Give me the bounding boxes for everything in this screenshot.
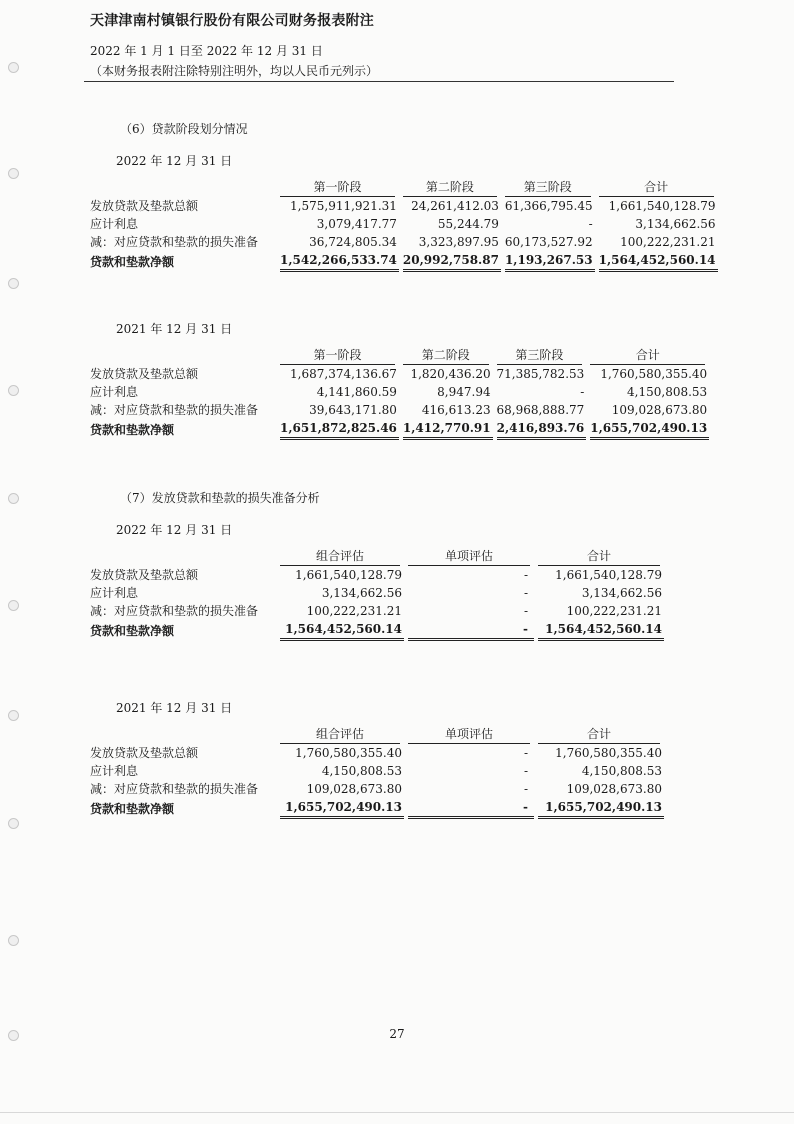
table-row [90, 383, 709, 401]
cell-value: 1,661,540,128.79 [608, 199, 716, 213]
allowance-table-2021 [90, 725, 664, 819]
cell-value: 1,564,452,560.14 [599, 251, 718, 272]
col-total: 合计 [534, 547, 664, 566]
table-row [90, 602, 664, 620]
section-7-title-row [90, 489, 670, 506]
cell-value: 3,079,417.77 [316, 217, 397, 231]
page-number: 27 [389, 1027, 405, 1041]
cell-value: 60,173,527.92 [504, 235, 593, 249]
cell-value: 1,655,702,490.13 [280, 798, 404, 819]
col-stage-2: 第二阶段 [399, 178, 501, 197]
cell-value: 1,542,266,533.74 [280, 251, 399, 272]
table-header-row [90, 725, 664, 744]
row-label: 贷款和垫款净额 [90, 623, 175, 638]
currency-note: （本财务报表附注除特别注明外，均以人民币元列示） [90, 64, 379, 78]
cell-value: 416,613.23 [421, 403, 491, 417]
col-total: 合计 [586, 346, 709, 365]
total-row [90, 798, 664, 819]
row-label: 贷款和垫款净额 [90, 422, 175, 437]
punch-hole [8, 278, 19, 289]
cell-value: 4,150,808.53 [321, 764, 402, 778]
cell-value: 100,222,231.21 [566, 604, 662, 618]
cell-value: 4,150,808.53 [627, 385, 708, 399]
cell-value: 1,687,374,136.67 [290, 367, 397, 381]
company-title: 天津津南村镇银行股份有限公司财务报表附注 [90, 13, 374, 29]
cell-value: 68,968,888.77 [496, 403, 585, 417]
row-label: 减：对应贷款和垫款的损失准备 [90, 235, 259, 249]
row-label: 减：对应贷款和垫款的损失准备 [90, 403, 259, 417]
table-row [90, 584, 664, 602]
loan-stage-table-2021 [90, 346, 709, 440]
cell-value: 55,244.79 [437, 217, 499, 231]
table-header-row [90, 547, 664, 566]
cell-value: - [588, 217, 593, 231]
section-7-date-2021: 2021 年 12 月 31 日 [116, 701, 233, 715]
punch-hole [8, 168, 19, 179]
row-label: 发放贷款及垫款总额 [90, 568, 199, 582]
cell-value: 1,412,770.91 [403, 419, 493, 440]
col-stage-1: 第一阶段 [276, 346, 399, 365]
table-row [90, 233, 718, 251]
cell-value: 1,661,540,128.79 [295, 568, 402, 582]
row-label: 应计利息 [90, 586, 139, 600]
cell-value: 24,261,412.03 [411, 199, 499, 213]
col-total: 合计 [534, 725, 664, 744]
cell-value: 4,150,808.53 [581, 764, 662, 778]
total-row [90, 620, 664, 641]
cell-value: - [523, 764, 528, 778]
cell-value: 3,134,662.56 [321, 586, 402, 600]
cell-value: 1,193,267.53 [505, 251, 595, 272]
cell-value: 100,222,231.21 [306, 604, 402, 618]
cell-value: 8,947.94 [437, 385, 491, 399]
row-label: 贷款和垫款净额 [90, 801, 175, 816]
cell-value: 1,760,580,355.40 [555, 746, 662, 760]
cell-value: 1,575,911,921.31 [290, 199, 397, 213]
cell-value: - [580, 385, 585, 399]
punch-hole [8, 710, 19, 721]
table-row [90, 197, 718, 215]
cell-value: 20,992,758.87 [403, 251, 501, 272]
cell-value: 4,141,860.59 [316, 385, 397, 399]
table-row [90, 365, 709, 383]
row-label: 发放贷款及垫款总额 [90, 746, 199, 760]
row-label: 减：对应贷款和垫款的损失准备 [90, 604, 259, 618]
cell-value: 109,028,673.80 [566, 782, 662, 796]
cell-value: 1,820,436.20 [410, 367, 491, 381]
report-period: 2022 年 1 月 1 日至 2022 年 12 月 31 日 [90, 44, 323, 58]
table-row [90, 566, 664, 584]
section-6-date-2021: 2021 年 12 月 31 日 [116, 322, 233, 336]
table-row [90, 762, 664, 780]
cell-value: 2,416,893.76 [497, 419, 587, 440]
cell-value: - [523, 782, 528, 796]
cell-value: 3,323,897.95 [418, 235, 499, 249]
punch-hole [8, 385, 19, 396]
cell-value: 1,661,540,128.79 [555, 568, 662, 582]
section-6-title: （6）贷款阶段划分情况 [120, 122, 248, 136]
row-label: 发放贷款及垫款总额 [90, 199, 199, 213]
cell-value: - [523, 568, 528, 582]
table-header-row [90, 346, 709, 365]
section-6-date-2022: 2022 年 12 月 31 日 [116, 154, 233, 168]
row-label: 发放贷款及垫款总额 [90, 367, 199, 381]
cell-value: 61,366,795.45 [504, 199, 593, 213]
cell-value: 1,564,452,560.14 [280, 620, 404, 641]
cell-value: 71,385,782.53 [496, 367, 585, 381]
loan-stage-table-2022 [90, 178, 718, 272]
table-row [90, 744, 664, 762]
cell-value: 36,724,805.34 [309, 235, 397, 249]
col-collective: 组合评估 [276, 725, 404, 744]
cell-value: 3,134,662.56 [581, 586, 662, 600]
punch-hole [8, 818, 19, 829]
col-stage-2: 第二阶段 [399, 346, 493, 365]
cell-value: 109,028,673.80 [611, 403, 708, 417]
page-bottom-edge [0, 1112, 794, 1113]
col-stage-1: 第一阶段 [276, 178, 399, 197]
punch-hole [8, 600, 19, 611]
col-stage-3: 第三阶段 [501, 178, 595, 197]
row-label: 应计利息 [90, 764, 139, 778]
cell-value: 1,655,702,490.13 [538, 798, 664, 819]
col-individual: 单项评估 [404, 725, 534, 744]
section-7-title: （7）发放贷款和垫款的损失准备分析 [120, 491, 320, 505]
cell-value: - [408, 620, 534, 641]
row-label: 减：对应贷款和垫款的损失准备 [90, 782, 259, 796]
col-individual: 单项评估 [404, 547, 534, 566]
row-label: 贷款和垫款净额 [90, 254, 175, 269]
punch-hole [8, 62, 19, 73]
row-label: 应计利息 [90, 385, 139, 399]
row-label: 应计利息 [90, 217, 139, 231]
table-header-row [90, 178, 718, 197]
col-stage-3: 第三阶段 [493, 346, 587, 365]
cell-value: 109,028,673.80 [306, 782, 402, 796]
cell-value: 39,643,171.80 [309, 403, 397, 417]
page-header [90, 10, 674, 79]
cell-value: 1,651,872,825.46 [280, 419, 399, 440]
punch-hole [8, 935, 19, 946]
cell-value: - [523, 586, 528, 600]
section-7-date-2022: 2022 年 12 月 31 日 [116, 523, 233, 537]
allowance-table-2022 [90, 547, 664, 641]
cell-value: 1,760,580,355.40 [600, 367, 708, 381]
punch-hole [8, 493, 19, 504]
cell-value: 3,134,662.56 [635, 217, 716, 231]
total-row [90, 419, 709, 440]
cell-value: - [523, 746, 528, 760]
cell-value: 1,564,452,560.14 [538, 620, 664, 641]
table-row [90, 215, 718, 233]
total-row [90, 251, 718, 272]
cell-value: 1,760,580,355.40 [295, 746, 402, 760]
header-divider [84, 81, 674, 82]
col-collective: 组合评估 [276, 547, 404, 566]
section-6-title-row [90, 120, 670, 137]
cell-value: 100,222,231.21 [620, 235, 716, 249]
cell-value: 1,655,702,490.13 [590, 419, 709, 440]
col-total: 合计 [595, 178, 718, 197]
cell-value: - [408, 798, 534, 819]
cell-value: - [523, 604, 528, 618]
table-row [90, 401, 709, 419]
table-row [90, 780, 664, 798]
